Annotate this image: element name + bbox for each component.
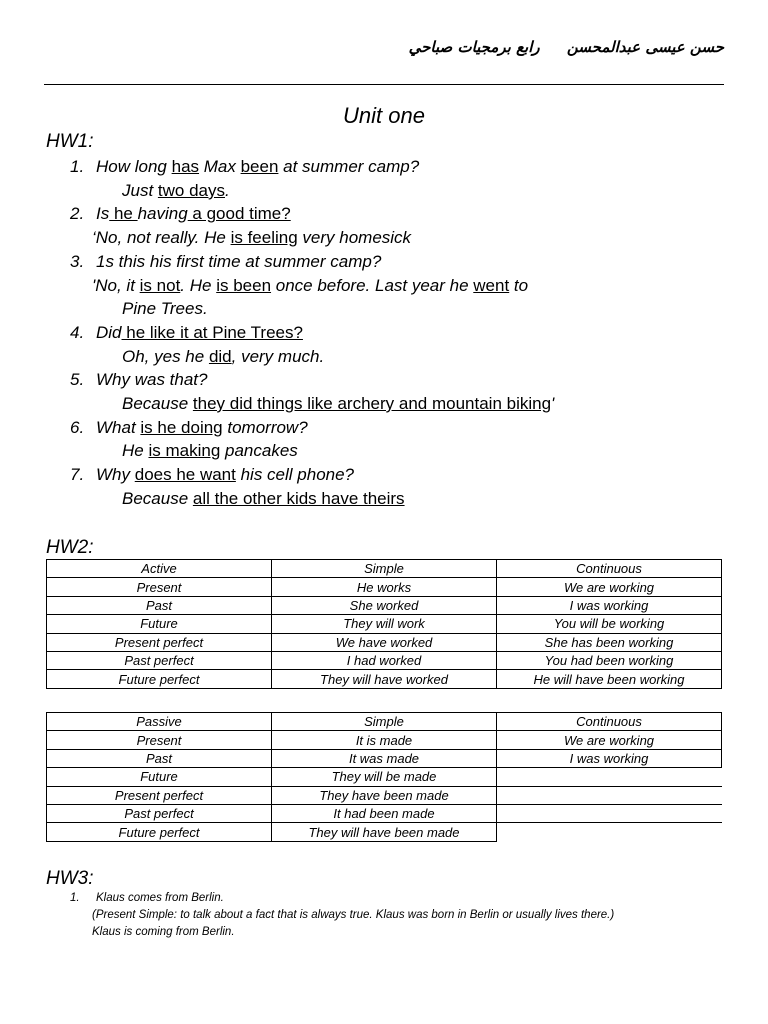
table-row	[47, 651, 722, 669]
text-segment: . He	[180, 275, 217, 295]
table-row	[47, 768, 722, 786]
table-cell: Present perfect	[47, 633, 272, 651]
table-cell: It was made	[272, 749, 497, 767]
text-segment: '	[551, 394, 555, 414]
table-cell: I was working	[497, 749, 722, 767]
question-number: 5.	[70, 370, 85, 390]
answer-text: is making	[148, 441, 221, 461]
answer-text: they did things like archery and mountain biking	[192, 394, 552, 414]
text-segment: pancakes	[220, 441, 298, 461]
table-cell: She has been working	[497, 633, 722, 651]
question-line	[70, 202, 730, 226]
table-row	[47, 786, 722, 804]
page-title: Unit one	[343, 103, 425, 128]
passive-voice-table	[46, 712, 722, 842]
table-row	[47, 731, 722, 749]
text-segment: Because	[122, 394, 193, 414]
table-cell: Present	[47, 731, 272, 749]
table-cell: You had been working	[497, 651, 722, 669]
answer-text: is not	[139, 275, 181, 295]
student-header	[44, 38, 724, 56]
text-segment: He	[122, 441, 149, 461]
answer-line	[70, 392, 730, 416]
answer-text: has	[171, 157, 200, 176]
table-cell: Simple	[272, 713, 497, 731]
text-segment: How long	[96, 157, 172, 176]
table-cell: They have been made	[272, 786, 497, 804]
table-cell: He works	[272, 578, 497, 596]
table-cell: Simple	[272, 560, 497, 578]
hw3-label: HW3:	[46, 868, 94, 889]
hw3-explanation: (Present Simple: to talk about a fact that is always true. Klaus was born in Berlin or usually lives there.)	[92, 909, 615, 921]
question-line	[70, 463, 730, 487]
table-cell: He will have been working	[497, 670, 722, 688]
hw3-line-1	[70, 890, 614, 907]
table-cell	[497, 804, 722, 822]
answer-text: did	[208, 346, 232, 366]
hw2-label: HW2:	[46, 537, 94, 558]
text-segment: having	[137, 204, 188, 224]
answer-line	[70, 179, 730, 203]
table-row	[47, 804, 722, 822]
table-cell: Future	[47, 768, 272, 786]
text-segment: at summer camp?	[278, 157, 420, 176]
question-line	[70, 321, 730, 345]
text-segment: What	[96, 417, 141, 437]
text-segment: once before. Last year he	[271, 275, 474, 295]
question-number: 2.	[70, 204, 85, 224]
text-segment: Why was that?	[96, 370, 208, 390]
table-cell: Future	[47, 615, 272, 633]
table-cell: They will be made	[272, 768, 497, 786]
answer-text: a good time?	[187, 204, 291, 224]
answer-line	[70, 274, 730, 298]
table-cell: Past	[47, 596, 272, 614]
table-row	[47, 670, 722, 688]
answer-text: been	[240, 157, 279, 176]
text-segment: to	[509, 275, 529, 295]
table-row	[47, 749, 722, 767]
text-segment: Just	[122, 180, 158, 200]
table-cell: Past perfect	[47, 804, 272, 822]
table-cell: I was working	[497, 596, 722, 614]
answer-text: is feeling	[230, 228, 298, 248]
answer-text: is he doing	[140, 417, 223, 437]
text-segment: .	[225, 180, 230, 200]
text-segment: very homesick	[297, 228, 412, 248]
answer-line	[70, 487, 730, 511]
table-header-row	[47, 560, 722, 578]
question-number: 1.	[70, 157, 85, 176]
table-row	[47, 823, 722, 841]
table-cell: Past perfect	[47, 651, 272, 669]
question-line	[70, 416, 730, 440]
table-cell: Past	[47, 749, 272, 767]
hw3-content	[70, 890, 614, 941]
table-cell	[497, 768, 722, 786]
table-cell: Continuous	[497, 560, 722, 578]
text-segment: Why	[96, 465, 135, 485]
question-number: 4.	[70, 322, 85, 342]
text-segment: , very much.	[231, 346, 325, 366]
text-segment: Oh, yes he	[122, 346, 209, 366]
text-segment: Max	[199, 157, 241, 176]
table-cell: It is made	[272, 731, 497, 749]
text-segment: Did	[96, 322, 122, 342]
table-cell: Passive	[47, 713, 272, 731]
hw3-sentence: Klaus comes from Berlin.	[96, 892, 224, 904]
table-cell: Present perfect	[47, 786, 272, 804]
question-line	[70, 155, 730, 179]
hw1-label: HW1:	[46, 131, 94, 152]
answer-text: all the other kids have theirs	[192, 488, 405, 508]
table-cell	[497, 786, 722, 804]
text-segment: 1s this his first time at summer camp?	[96, 251, 382, 271]
answer-continuation: Pine Trees.	[122, 299, 208, 319]
table-cell: We have worked	[272, 633, 497, 651]
question-number: 6.	[70, 417, 85, 437]
table-cell: We are working	[497, 578, 722, 596]
table-cell: Future perfect	[47, 823, 272, 841]
table-cell: They will have been made	[272, 823, 497, 841]
table-cell: Continuous	[497, 713, 722, 731]
answer-text: two days	[157, 180, 225, 200]
question-number: 3.	[70, 251, 85, 271]
class-name: رابع برمجيات صباحي	[408, 38, 540, 56]
student-name: حسن عيسى عبدالمحسن	[566, 38, 724, 56]
table-cell: It had been made	[272, 804, 497, 822]
hw1-questions	[70, 155, 730, 511]
text-segment: ‘No, not really. He	[92, 228, 231, 248]
table-row	[47, 578, 722, 596]
question-line	[70, 368, 730, 392]
text-segment: tomorrow?	[222, 417, 308, 437]
question-number: 7.	[70, 465, 85, 485]
table-cell: Present	[47, 578, 272, 596]
text-segment: his cell phone?	[235, 465, 355, 485]
hw3-alternative: Klaus is coming from Berlin.	[92, 926, 235, 938]
table-row	[47, 596, 722, 614]
answer-text: he	[109, 204, 138, 224]
answer-line	[70, 439, 730, 463]
question-line	[70, 250, 730, 274]
table-cell: Active	[47, 560, 272, 578]
answer-line	[70, 345, 730, 369]
answer-text: went	[473, 275, 510, 295]
table-cell: They will work	[272, 615, 497, 633]
answer-text: is been	[216, 275, 272, 295]
table-cell: They will have worked	[272, 670, 497, 688]
table-cell: She worked	[272, 596, 497, 614]
answer-text: he like it at Pine Trees?	[121, 322, 303, 342]
table-cell	[497, 823, 722, 841]
answer-line	[70, 226, 730, 250]
active-voice-table	[46, 559, 722, 689]
table-row	[47, 633, 722, 651]
header-rule	[44, 84, 724, 85]
table-row	[47, 615, 722, 633]
text-segment: Is	[96, 204, 110, 224]
text-segment: 'No, it	[92, 275, 140, 295]
hw3-number: 1.	[70, 892, 80, 904]
text-segment: Because	[122, 488, 193, 508]
answer-text: does he want	[134, 465, 236, 485]
table-cell: I had worked	[272, 651, 497, 669]
table-cell: You will be working	[497, 615, 722, 633]
table-cell: We are working	[497, 731, 722, 749]
table-cell: Future perfect	[47, 670, 272, 688]
table-header-row	[47, 713, 722, 731]
